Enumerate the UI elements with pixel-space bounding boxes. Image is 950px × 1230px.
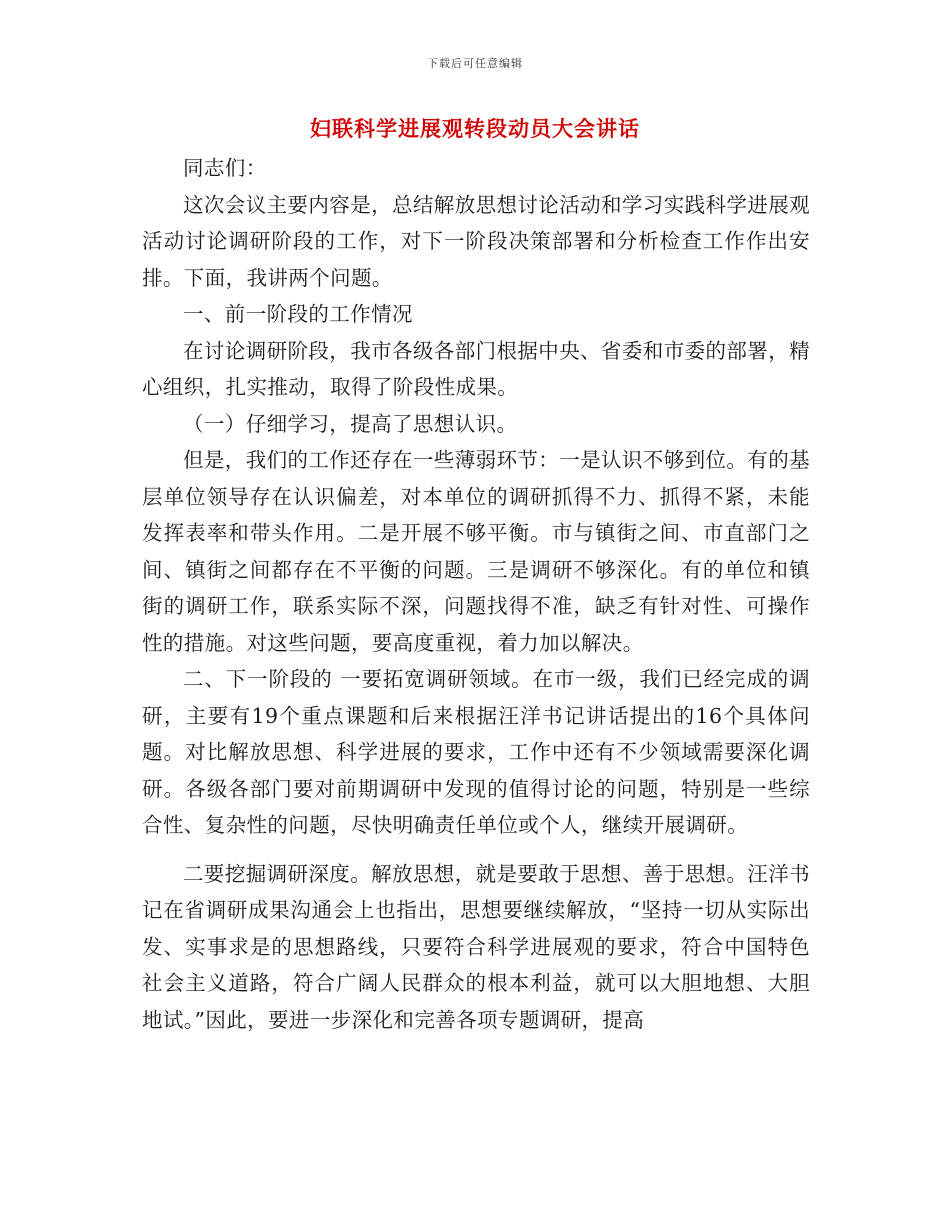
paragraph-intro: 这次会议主要内容是，总结解放思想讨论活动和学习实践科学进展观活动讨论调研阶段的工作，对下一阶段决策部署和分析检查工作作出安排。下面，我讲两个问题。: [142, 192, 810, 290]
document-body: [142, 150, 810, 1038]
paragraph-progress: 在讨论调研阶段，我市各级各部门根据中央、省委和市委的部署，精心组织，扎实推动，取得了阶段性成果。: [142, 338, 810, 399]
subheading-1: （一）仔细学习，提高了思想认识。: [183, 411, 518, 436]
paragraph-depth: 二要挖掘调研深度。解放思想，就是要敢于思想、善于思想。汪洋书记在省调研成果沟通会上也指出，思想要继续解放，“坚持一切从实际出发、实事求是的思想路线，只要符合科学进展观的要求，符合中国特色社会主义道路，符合广阔人民群众的根本利益，就可以大胆地想、大胆地试。”因此，要进一步深化和完善各项专题调研，提高: [142, 861, 810, 1032]
document-title: 妇联科学进展观转段动员大会讲话: [310, 116, 640, 141]
salutation: 同志们：: [183, 156, 267, 180]
header-note: 下载后可任意编辑: [427, 57, 523, 70]
paragraph-weaknesses: 但是，我们的工作还存在一些薄弱环节：一是认识不够到位。有的基层单位领导存在认识偏差，对本单位的调研抓得不力、抓得不紧，未能发挥表率和带头作用。二是开展不够平衡。市与镇街之间、市直部门之间、镇街之间都存在不平衡的问题。三是调研不够深化。有的单位和镇街的调研工作，联系实际不深，问题找得不准，缺乏有针对性、可操作性的措施。对这些问题，要高度重视，着力加以解决。: [142, 448, 810, 655]
section-heading-1: 一、前一阶段的工作情况: [183, 302, 413, 326]
paragraph-next-stage: 二、下一阶段的 一要拓宽调研领域。在市一级，我们已经完成的调研，主要有19个重点课题和后来根据汪洋书记讲话提出的16个具体问题。对比解放思想、科学进展的要求，工作中还有不少领域需要深化调研。各级各部门要对前期调研中发现的值得讨论的问题，特别是一些综合性、复杂性的问题，尽快明确责任单位或个人，继续开展调研。: [142, 667, 810, 837]
